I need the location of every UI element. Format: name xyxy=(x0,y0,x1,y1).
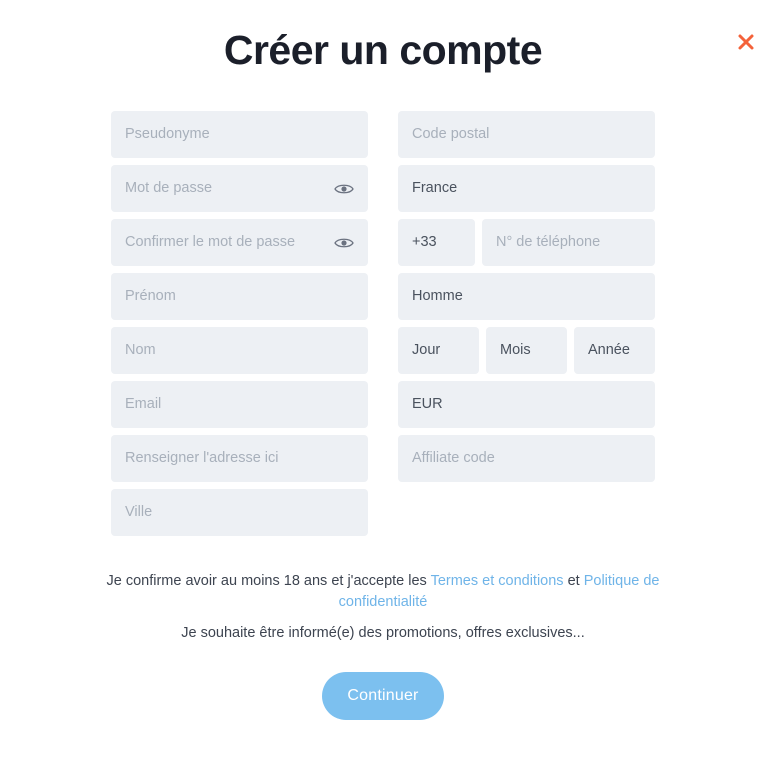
birthdate-row xyxy=(398,327,655,381)
firstname-placeholder: Prénom xyxy=(125,288,176,305)
affiliate-code-placeholder: Affiliate code xyxy=(412,450,495,467)
page-title: Créer un compte xyxy=(223,27,543,73)
form-column-right xyxy=(398,111,655,543)
city-field[interactable] xyxy=(111,489,368,536)
city-placeholder: Ville xyxy=(125,504,153,521)
nickname-placeholder: Pseudonyme xyxy=(125,126,210,143)
lastname-field[interactable] xyxy=(111,327,368,374)
password-field[interactable] xyxy=(111,165,368,212)
birth-year-value: Année xyxy=(588,342,630,359)
terms-and-conditions-link[interactable]: Termes et conditions xyxy=(430,573,564,590)
email-field[interactable] xyxy=(111,381,368,428)
cta-wrapper xyxy=(0,672,766,720)
terms-line1 xyxy=(106,573,659,610)
close-button[interactable] xyxy=(734,30,758,54)
promotions-optin-text: Je souhaite être informé(e) des promotions, offres exclusives... xyxy=(181,625,585,642)
eye-icon[interactable] xyxy=(334,236,354,250)
email-placeholder: Email xyxy=(125,396,162,413)
address-field[interactable] xyxy=(111,435,368,482)
gender-value: Homme xyxy=(412,288,463,305)
phone-code-value: +33 xyxy=(412,234,437,251)
phone-code-select[interactable] xyxy=(398,219,475,266)
confirm-password-field[interactable] xyxy=(111,219,368,266)
phone-number-field[interactable] xyxy=(482,219,655,266)
continue-button[interactable]: Continuer xyxy=(322,672,444,720)
birth-month-select[interactable] xyxy=(486,327,567,374)
country-value: France xyxy=(412,180,458,197)
terms-prefix: Je confirme avoir au moins 18 ans et j'accepte les xyxy=(106,573,431,590)
address-placeholder: Renseigner l'adresse ici xyxy=(125,450,279,467)
terms-section xyxy=(103,571,663,644)
close-icon xyxy=(737,33,755,51)
terms-middle: et xyxy=(563,573,584,590)
birth-month-value: Mois xyxy=(500,342,531,359)
postal-code-placeholder: Code postal xyxy=(412,126,490,143)
registration-form xyxy=(111,111,655,543)
privacy-policy-link[interactable]: Politique de confidentialité xyxy=(338,573,660,611)
lastname-placeholder: Nom xyxy=(125,342,156,359)
form-column-left xyxy=(111,111,368,543)
firstname-field[interactable] xyxy=(111,273,368,320)
gender-select[interactable] xyxy=(398,273,655,320)
phone-row xyxy=(398,219,655,273)
affiliate-code-field[interactable] xyxy=(398,435,655,482)
currency-value: EUR xyxy=(412,396,443,413)
phone-number-placeholder: N° de téléphone xyxy=(496,234,601,251)
country-select[interactable] xyxy=(398,165,655,212)
confirm-password-placeholder: Confirmer le mot de passe xyxy=(125,234,296,251)
birth-day-value: Jour xyxy=(412,342,441,359)
birth-day-select[interactable] xyxy=(398,327,479,374)
eye-icon[interactable] xyxy=(334,182,354,196)
nickname-field[interactable] xyxy=(111,111,368,158)
postal-code-field[interactable] xyxy=(398,111,655,158)
password-placeholder: Mot de passe xyxy=(125,180,213,197)
birth-year-select[interactable] xyxy=(574,327,655,374)
currency-select[interactable] xyxy=(398,381,655,428)
